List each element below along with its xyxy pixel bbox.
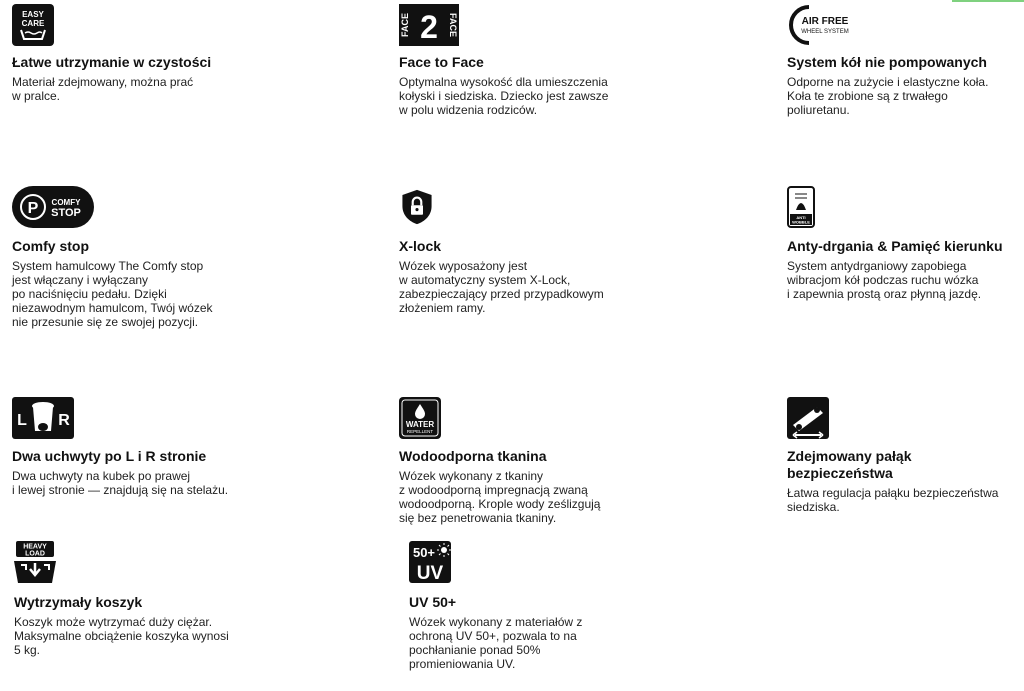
feature-title: X-lock — [399, 238, 442, 254]
feature-comfy-stop — [12, 186, 252, 329]
svg-text:FACE: FACE — [400, 12, 410, 38]
svg-text:50+: 50+ — [412, 545, 436, 560]
removable-bumper-bar-icon — [787, 397, 829, 439]
feature-face-to-face — [399, 4, 639, 117]
feature-title: Wodoodporna tkanina — [399, 448, 547, 464]
feature-anti-wobble — [787, 186, 1017, 301]
svg-text:L: L — [17, 412, 27, 429]
comfy-stop-icon — [12, 186, 94, 228]
feature-title: System kół nie pompowanych — [787, 54, 987, 70]
svg-text:UV: UV — [416, 563, 444, 583]
svg-text:ANTI: ANTI — [796, 215, 806, 220]
feature-description: Koszyk może wytrzymać duży ciężar. Maksymalne obciążenie koszyka wynosi 5 kg. — [14, 615, 229, 657]
cup-holder-lr-icon — [12, 397, 74, 439]
feature-description: Łatwa regulacja pałąku bezpieczeństwa siedziska. — [787, 486, 999, 514]
feature-water-repellent — [399, 397, 639, 525]
feature-description: Dwa uchwyty na kubek po prawej i lewej stronie — znajdują się na stelażu. — [12, 469, 229, 497]
svg-text:COMFY: COMFY — [51, 198, 81, 207]
feature-x-lock — [399, 186, 639, 315]
svg-text:2: 2 — [420, 9, 438, 45]
svg-text:P: P — [27, 200, 39, 217]
feature-cup-holders — [12, 397, 252, 497]
svg-text:EASY: EASY — [22, 10, 44, 19]
feature-description: Materiał zdejmowany, można prać w pralce. — [12, 75, 194, 103]
feature-easy-care — [12, 4, 252, 103]
feature-title: Łatwe utrzymanie w czystości — [12, 54, 212, 70]
feature-description: Wózek wyposażony jest w automatyczny system X-Lock, zabezpieczający przed przypadkowym złożeniem ramy. — [399, 259, 604, 315]
heavy-load-basket-icon — [14, 541, 56, 583]
svg-text:R: R — [58, 412, 70, 429]
feature-air-free-wheel — [787, 4, 1024, 117]
face-to-face-icon — [399, 4, 459, 46]
feature-description: Wózek wykonany z tkaniny z wodoodporną impregnacją zwaną wodoodporną. Krople wody ześlizgują się bez penetrowania tkaniny. — [399, 469, 601, 525]
x-lock-shield-icon — [399, 186, 435, 228]
svg-text:REPELLENT: REPELLENT — [406, 429, 434, 434]
feature-title: UV 50+ — [409, 594, 457, 610]
feature-title: Anty-drgania & Pamięć kierunku — [787, 238, 1003, 254]
feature-title: Face to Face — [399, 54, 484, 70]
uv-50-icon — [409, 541, 451, 583]
air-free-wheel-icon — [787, 4, 851, 46]
feature-bumper-bar — [787, 397, 1017, 514]
feature-title: Comfy stop — [12, 238, 89, 254]
feature-title: Dwa uchwyty po L i R stronie — [12, 448, 207, 464]
svg-text:STOP: STOP — [51, 207, 81, 219]
feature-description: Optymalna wysokość dla umieszczenia kołyski i siedziska. Dziecko jest zawsze w polu widzenia rodziców. — [399, 75, 609, 117]
feature-description: Wózek wykonany z materiałów z ochroną UV 50+, pozwala to na pochłanianie ponad 50% promieniowania UV. — [409, 615, 583, 671]
easy-care-icon — [12, 4, 54, 46]
feature-description: System antydrganiowy zapobiega wibracjom kół podczas ruchu wózka i zapewnia prostą oraz płynną jazdę. — [787, 259, 982, 301]
feature-description: System hamulcowy The Comfy stop jest włączany i wyłączany po naciśnięciu pedału. Dzięki niezawodnym hamulcom, Twój wózek nie przesunie się ze swojej pozycji. — [12, 259, 213, 329]
feature-title: Wytrzymały koszyk — [14, 594, 143, 610]
svg-text:WOBBLE: WOBBLE — [792, 219, 810, 225]
feature-uv-50 — [409, 541, 649, 671]
svg-text:LOAD: LOAD — [25, 550, 45, 558]
svg-text:CARE: CARE — [21, 19, 45, 28]
feature-heavy-load — [14, 541, 254, 657]
feature-title: Zdejmowany pałąk bezpieczeństwa — [787, 448, 912, 481]
accent-line — [952, 0, 1024, 2]
svg-text:WATER: WATER — [405, 420, 435, 429]
svg-text:AIR FREE: AIR FREE — [801, 16, 849, 27]
water-repellent-icon — [399, 397, 441, 439]
svg-text:WHEEL SYSTEM: WHEEL SYSTEM — [801, 29, 849, 35]
anti-wobble-icon — [787, 186, 815, 228]
svg-text:FACE: FACE — [448, 12, 458, 38]
feature-description: Odporne na zużycie i elastyczne koła. Koła te zrobione są z trwałego poliuretanu. — [787, 75, 989, 117]
svg-text:HEAVY: HEAVY — [23, 543, 47, 551]
